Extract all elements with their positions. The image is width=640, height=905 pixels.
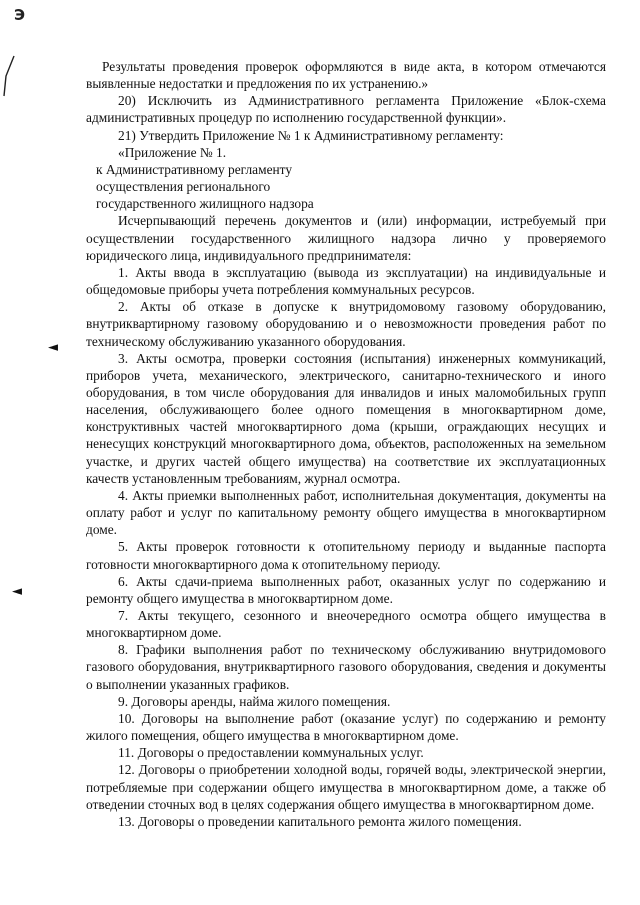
list-item: 12. Договоры о приобретении холодной воды, горячей воды, электрической энергии, потребляемые при содержании общего имущества в многоквартирном доме, а также об отведении сточных вод в целях содержания общего имущества в многоквартирном доме. <box>86 762 606 812</box>
list-item: 7. Акты текущего, сезонного и внеочередного осмотра общего имущества в многоквартирном доме. <box>86 608 606 641</box>
list-item: 11. Договоры о предоставлении коммунальных услуг. <box>118 745 424 761</box>
document-body <box>86 58 606 830</box>
paragraph-results: Результаты проведения проверок оформляются в виде акта, в котором отмечаются выявленные недостатки и предложения по их устранению.» <box>86 59 606 92</box>
appendix-line: осуществления регионального <box>96 179 271 195</box>
list-item: 2. Акты об отказе в допуске к внутридомовому газовому оборудованию, внутриквартирному газовому оборудованию и о невозможности проведения работ по техническому обслуживанию указанного оборудования. <box>86 299 606 349</box>
appendix-title: «Приложение № 1. <box>118 144 227 160</box>
appendix-line: государственного жилищного надзора <box>96 196 314 212</box>
corner-handwritten-mark-icon: Э <box>14 6 26 24</box>
list-intro: Исчерпывающий перечень документов и (или) информации, истребуемый при осуществлении государственного жилищного надзора лично у проверяемого юридического лица, индивидуального предпринимателя: <box>86 213 606 263</box>
paragraph-item-20: 20) Исключить из Административного регламента Приложение «Блок-схема административных процедур по исполнению государственной функции». <box>86 93 606 126</box>
list-item: 4. Акты приемки выполненных работ, исполнительная документация, документы на оплату работ и услуг по капитальному ремонту общего имущества в многоквартирном доме. <box>86 487 606 538</box>
list-item: 9. Договоры аренды, найма жилого помещения. <box>118 693 391 709</box>
list-item: 3. Акты осмотра, проверки состояния (испытания) инженерных коммуникаций, приборов учета, механического, электрического, санитарно-технического и иного оборудования, в том числе оборудования для инвалидов и иных маломобильных групп населения, обслуживающего более одного помещения в многоквартирном доме, конструктивных частей многоквартирного дома (крыши, ограждающих несущих и ненесущих конструкций многоквартирного дома, объектов, расположенных на земельном участке, и других частей общего имущества) на соответствие их эксплуатационных качеств установленным требованиям, журнал осмотра. <box>86 350 606 486</box>
paragraph-item-21: 21) Утвердить Приложение № 1 к Административному регламенту: <box>118 127 504 143</box>
margin-tick-icon: ◄ <box>12 584 22 599</box>
list-item: 8. Графики выполнения работ по техническому обслуживанию внутридомового газового оборудования, внутриквартирного газового оборудования, сведения и документы о выполнении указанных графиков. <box>86 642 606 692</box>
list-item: 10. Договоры на выполнение работ (оказание услуг) по содержанию и ремонту жилого помещения, общего имущества в многоквартирном доме. <box>86 710 606 744</box>
appendix-line: к Административному регламенту <box>96 161 293 177</box>
list-item: 1. Акты ввода в эксплуатацию (вывода из эксплуатации) на индивидуальные и общедомовые приборы учета потребления коммунальных ресурсов. <box>86 264 606 298</box>
list-item: 5. Акты проверок готовности к отопительному периоду и выданные паспорта готовности многоквартирного дома к отопительному периоду. <box>86 539 606 572</box>
list-item: 13. Договоры о проведении капитального ремонта жилого помещения. <box>118 813 522 829</box>
margin-tick-icon: ◄ <box>48 340 58 355</box>
list-item: 6. Акты сдачи-приема выполненных работ, оказанных услуг по содержанию и ремонту общего имущества в многоквартирном доме. <box>86 573 606 606</box>
margin-slash-icon <box>2 54 16 98</box>
